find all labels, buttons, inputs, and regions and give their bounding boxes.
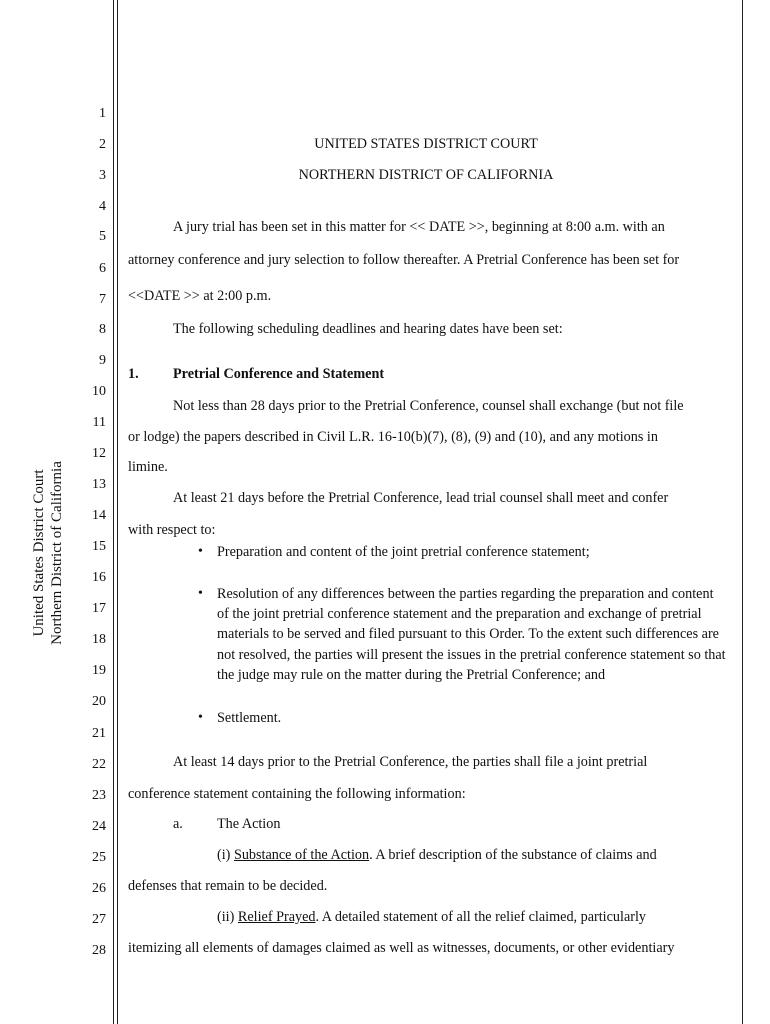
line-number: 16 [92,570,106,585]
line-number: 4 [99,199,106,214]
para2-line-2: with respect to: [128,522,216,538]
sub-ii-prefix: (ii) [217,909,238,925]
sub-ii-title: Relief Prayed [237,909,316,925]
section-title: Pretrial Conference and Statement [173,366,385,382]
intro-line-4: The following scheduling deadlines and hearing dates have been set: [173,321,563,337]
line-number: 24 [92,819,106,834]
line-number: 3 [99,168,106,183]
side-caption [30,461,66,645]
line-number: 28 [92,943,106,958]
sub-ii-line-2: itemizing all elements of damages claimed as well as witnesses, documents, or other evidentiary [128,940,675,956]
line-number: 20 [92,694,106,709]
sub-i-line-1 [217,846,657,864]
line-number: 17 [92,601,106,616]
line-number: 11 [92,415,106,430]
line-number: 9 [99,353,106,368]
section-number: 1. [128,366,139,382]
para2-line-1: At least 21 days before the Pretrial Conference, lead trial counsel shall meet and confer [173,490,669,506]
line-number: 8 [99,322,106,337]
item-a-title: The Action [217,816,281,832]
para1-line-2: or lodge) the papers described in Civil L.R. 16-10(b)(7), (8), (9) and (10), and any motions in [128,429,658,445]
intro-line-2: attorney conference and jury selection to follow thereafter. A Pretrial Conference has been set for [128,252,680,268]
court-name: UNITED STATES DISTRICT COURT [314,136,538,152]
bullet-item: Settlement. [217,710,282,726]
line-number: 5 [99,229,106,244]
line-number: 21 [92,726,106,741]
bullet-item: Resolution of any differences between the parties regarding the preparation and content of the joint pretrial conference statement and the preparation and exchange of pretrial materials to be served and filed pursuant to this Order. To the extent such differences are not resolved, the parties will present the issues in the pretrial conference statement so that the judge may rule on the matter during the Pretrial Conference; and [217,586,726,683]
line-number: 15 [92,539,106,554]
side-caption-court: United States District Court [31,469,47,637]
bullet-item: Preparation and content of the joint pretrial conference statement; [217,544,590,560]
line-number: 6 [99,261,106,276]
bullet-icon: • [198,586,203,601]
sub-ii-line-1 [217,908,646,926]
line-number: 19 [92,663,106,678]
line-number: 10 [92,384,106,399]
side-caption-district: Northern District of California [49,461,65,645]
para1-line-1: Not less than 28 days prior to the Pretrial Conference, counsel shall exchange (but not file [173,398,684,414]
line-number: 23 [92,788,106,803]
sub-i-text: . A brief description of the substance of claims and [369,847,657,863]
line-number: 2 [99,137,106,152]
sub-ii-text: . A detailed statement of all the relief claimed, particularly [315,909,647,925]
sub-i-title: Substance of the Action [233,847,370,863]
line-number: 18 [92,632,106,647]
line-number: 12 [92,446,106,461]
left-margin-rule-inner [117,0,118,1024]
para1-line-3: limine. [128,459,168,475]
district-name: NORTHERN DISTRICT OF CALIFORNIA [298,167,554,183]
line-number: 13 [92,477,106,492]
left-margin-rule-outer [113,0,114,1024]
line-number: 25 [92,850,106,865]
para3-line-2: conference statement containing the following information: [128,786,466,802]
line-number: 14 [92,508,106,523]
bullet-icon: • [198,710,203,725]
line-number: 22 [92,757,106,772]
line-number: 7 [99,292,106,307]
line-number: 1 [99,106,106,121]
sub-i-prefix: (i) [217,847,234,863]
line-number: 26 [92,881,106,896]
sub-i-line-2: defenses that remain to be decided. [128,878,328,894]
right-margin-rule [742,0,743,1024]
intro-line-3: <<DATE >> at 2:00 p.m. [128,288,272,304]
intro-line-1: A jury trial has been set in this matter for << DATE >>, beginning at 8:00 a.m. with an [173,219,665,235]
para3-line-1: At least 14 days prior to the Pretrial Conference, the parties shall file a joint pretrial [173,754,648,770]
line-number: 27 [92,912,106,927]
bullet-icon: • [198,544,203,559]
item-a-letter: a. [173,816,183,832]
